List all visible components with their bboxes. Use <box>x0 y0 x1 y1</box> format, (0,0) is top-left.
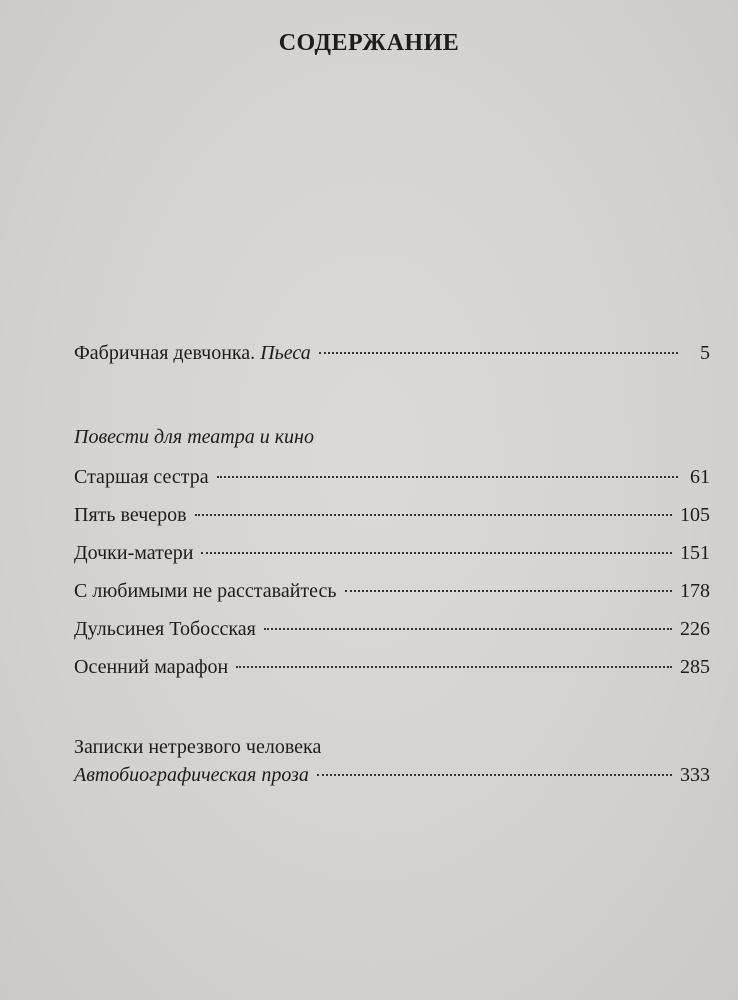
page-number: 178 <box>680 580 710 602</box>
toc-entry-play <box>74 340 710 366</box>
toc-entry <box>74 502 710 528</box>
toc-entry-title <box>74 762 309 788</box>
toc-entry-title: Старшая сестра <box>74 466 209 488</box>
page-number: 61 <box>690 466 710 488</box>
dot-leader <box>345 590 672 592</box>
page-number: 5 <box>700 342 710 364</box>
dot-leader <box>317 774 672 776</box>
toc-entry-title: Дульсинея Тобосская <box>74 618 256 640</box>
page-number: 333 <box>680 764 710 786</box>
dot-leader <box>201 552 672 554</box>
page-number: 105 <box>680 504 710 526</box>
play-subtitle: Пьеса <box>260 342 311 364</box>
toc-entry <box>74 464 710 490</box>
toc-entry-title: Осенний марафон <box>74 656 229 678</box>
toc-entry <box>74 540 710 566</box>
dot-leader <box>195 514 672 516</box>
toc-entry-title: Пять вечеров <box>74 504 187 526</box>
toc-entry-memoir <box>74 762 710 788</box>
memoir-subtitle: Автобиографическая проза <box>74 764 309 786</box>
toc-entry <box>74 654 710 680</box>
toc-entry-title: С любимыми не расставайтесь <box>74 580 337 602</box>
dot-leader <box>217 476 678 478</box>
page-number: 226 <box>680 618 710 640</box>
play-title: Фабричная девчонка. <box>74 342 256 364</box>
dot-leader <box>236 666 672 668</box>
dot-leader <box>319 352 678 354</box>
toc-entry <box>74 616 710 642</box>
toc-entry-title <box>74 340 311 366</box>
page-number: 151 <box>680 542 710 564</box>
dot-leader <box>264 628 672 630</box>
toc-entry-title: Дочки-матери <box>74 542 194 564</box>
page-title: СОДЕРЖАНИЕ <box>278 30 460 56</box>
memoir-title: Записки нетрезвого человека <box>74 736 322 758</box>
page-number: 285 <box>680 656 710 678</box>
section-heading: Повести для театра и кино <box>74 426 314 448</box>
toc-entry <box>74 578 710 604</box>
